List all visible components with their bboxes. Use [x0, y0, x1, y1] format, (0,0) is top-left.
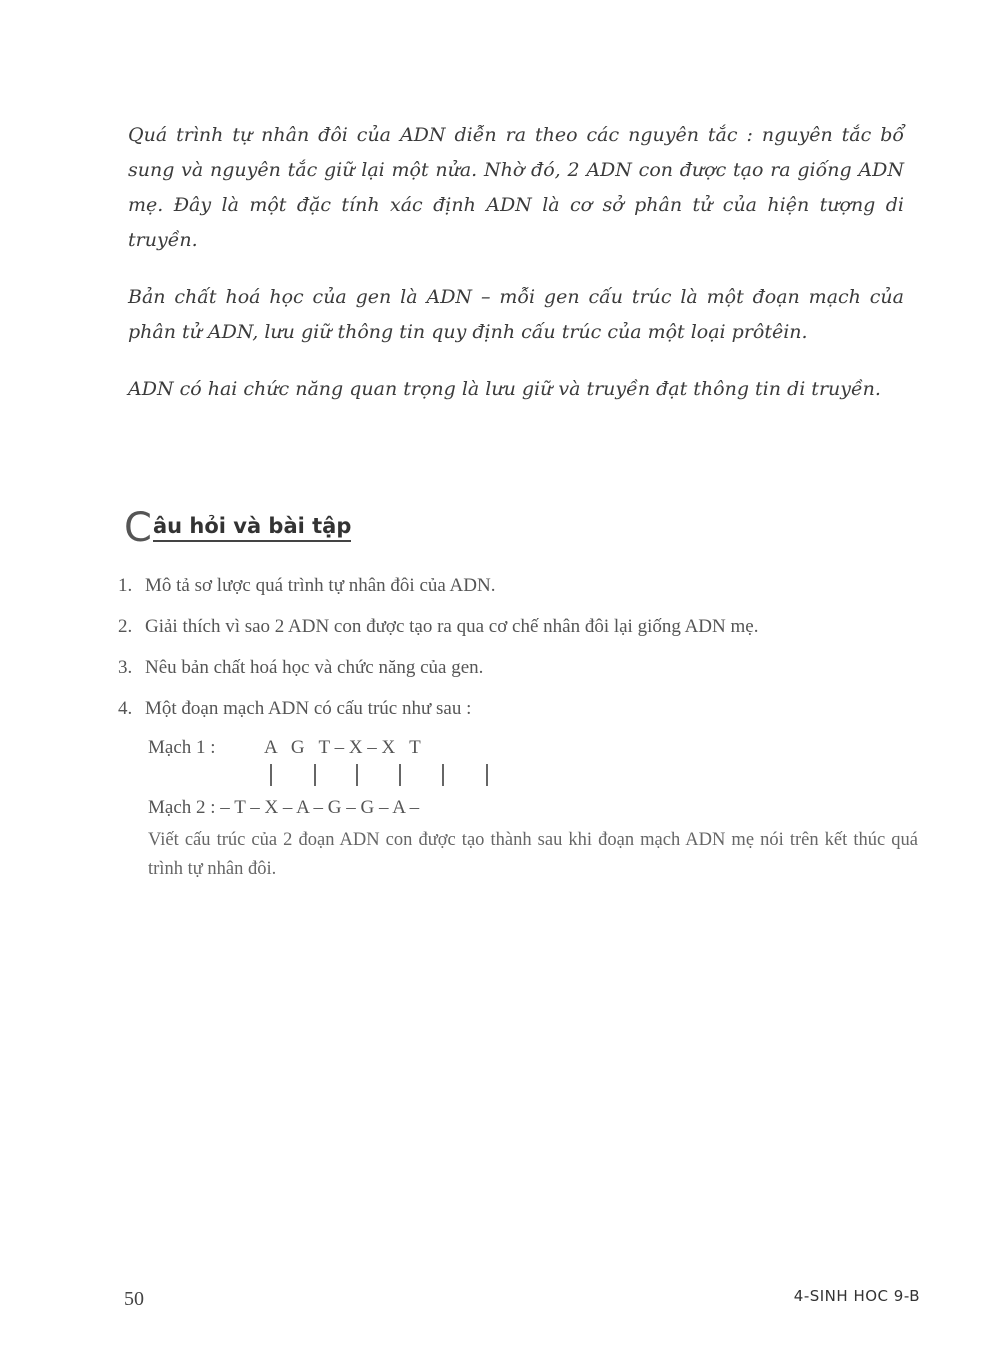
book-code: 4-SINH HOC 9-B — [793, 1287, 920, 1305]
section-heading — [124, 505, 352, 551]
section-heading-initial: C — [124, 505, 152, 551]
exercise-instruction: Viết cấu trúc của 2 đoạn ADN con được tạo thành sau khi đoạn mạch ADN mẹ nói trên kết thúc quá trình tự nhân đôi. — [148, 830, 918, 879]
strand-1-sequence: A G T – X – X T — [264, 737, 421, 758]
bond-line — [270, 764, 272, 786]
summary-paragraph-1: Quá trình tự nhân đôi của ADN diễn ra theo các nguyên tắc : nguyên tắc bổ sung và nguyên tắc giữ lại một nửa. Nhờ đó, 2 ADN con được tạo ra giống ADN mẹ. Đây là một đặc tính xác định ADN là cơ sở phân tử của hiện tượng di truyền. — [128, 124, 904, 251]
page-number: 50 — [124, 1288, 144, 1310]
question-text: Mô tả sơ lược quá trình tự nhân đôi của ADN. — [145, 575, 496, 596]
question-item-2 — [118, 611, 918, 642]
question-list — [118, 570, 918, 884]
bond-line — [356, 764, 358, 786]
question-text: Một đoạn mạch ADN có cấu trúc như sau : — [145, 698, 472, 719]
question-item-4 — [118, 693, 918, 724]
question-number: 4. — [118, 698, 133, 719]
question-number: 3. — [118, 657, 133, 678]
strand-2-label: Mạch 2 : – T – X – A – G – G – A – — [148, 797, 420, 818]
summary-paragraph-2: Bản chất hoá học của gen là ADN – mỗi gen cấu trúc là một đoạn mạch của phân tử ADN, lưu giữ thông tin quy định cấu trúc của một loại prôtêin. — [128, 286, 904, 343]
bond-line — [314, 764, 316, 786]
question-item-3 — [118, 652, 918, 683]
bond-line — [399, 764, 401, 786]
question-number: 2. — [118, 616, 133, 637]
question-text: Nêu bản chất hoá học và chức năng của gen. — [145, 657, 484, 678]
question-text: Giải thích vì sao 2 ADN con được tạo ra qua cơ chế nhân đôi lại giống ADN mẹ. — [145, 616, 759, 637]
dna-diagram — [148, 732, 918, 822]
base-pair-bonds — [148, 762, 918, 792]
summary-paragraph-3: ADN có hai chức năng quan trọng là lưu giữ và truyền đạt thông tin di truyền. — [128, 378, 881, 400]
question-number: 1. — [118, 575, 133, 596]
strand-2-row — [148, 792, 918, 822]
bond-line — [442, 764, 444, 786]
section-heading-title: âu hỏi và bài tập — [153, 514, 351, 542]
bond-line — [486, 764, 488, 786]
question-item-1 — [118, 570, 918, 601]
summary-block — [128, 118, 904, 429]
strand-1-row — [148, 732, 918, 762]
strand-1-label: Mạch 1 : — [148, 737, 216, 758]
